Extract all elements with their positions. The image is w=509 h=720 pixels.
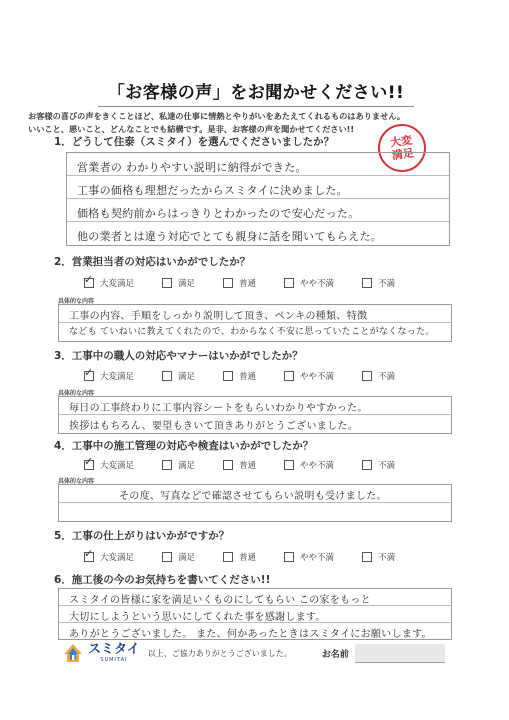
answer-1-line-3: 価格も契約前からはっきりとわかったので安心だった。 xyxy=(77,207,360,220)
checkbox[interactable] xyxy=(162,552,172,562)
answer-2-line-1: 工事の内容、手順をしっかり説明して頂き、ペンキの種類、特徴 xyxy=(69,311,368,322)
checkbox-checked[interactable] xyxy=(84,552,94,562)
answer-6-line-3: ありがとうございました。 また、何かあったときはスミタイにお願いします。 xyxy=(69,629,432,640)
checkbox[interactable] xyxy=(223,552,233,562)
sumitai-logo xyxy=(62,642,140,664)
question-1: 1．どうして住泰（スミタイ）を選んでくださいましたか？ xyxy=(54,136,335,148)
rating-option[interactable]: ✓ 大変満足 xyxy=(84,458,134,472)
answer-4-line-1: その度、写真などで確認させてもらい説明も受けました。 xyxy=(119,491,387,502)
answer-3-line-2: 挨拶はもちろん、要望もきいて頂きありがとうございました。 xyxy=(69,421,358,432)
rating-option[interactable]: 満足 xyxy=(162,458,195,472)
rating-option[interactable]: 普通 xyxy=(223,458,256,472)
checkbox[interactable] xyxy=(284,552,294,562)
detail-label-4: 具体的な内容 xyxy=(58,478,95,485)
detail-label-3: 具体的な内容 xyxy=(58,390,95,397)
logo-wordmark: スミタイ xyxy=(88,642,140,657)
house-logo-icon xyxy=(62,642,84,664)
rating-option[interactable]: 不満 xyxy=(362,276,395,290)
ratings-3 xyxy=(84,369,464,383)
rating-option[interactable]: 満足 xyxy=(162,276,195,290)
ratings-2 xyxy=(84,276,464,290)
checkbox[interactable] xyxy=(223,460,233,470)
rating-option[interactable]: 不満 xyxy=(362,458,395,472)
checkbox[interactable] xyxy=(223,278,233,288)
answer-box-3 xyxy=(58,396,452,434)
checkbox-checked[interactable] xyxy=(84,371,94,381)
question-4: 4．工事中の施工管理の対応や検査はいかがでしたか？ xyxy=(54,440,314,452)
question-2: 2．営業担当者の対応はいかがでしたか？ xyxy=(54,256,251,268)
rating-option[interactable]: 不満 xyxy=(362,550,395,564)
rating-option[interactable]: 満足 xyxy=(162,550,195,564)
logo-subtext: SUMITAI xyxy=(100,657,128,663)
answer-3-line-1: 毎日の工事終わりに工事内容シートをもらいわかりやすかった。 xyxy=(69,403,368,414)
rating-option[interactable]: 普通 xyxy=(223,550,256,564)
rating-option[interactable]: やや不満 xyxy=(284,550,334,564)
checkbox[interactable] xyxy=(362,460,372,470)
ratings-5 xyxy=(84,550,464,564)
rating-option[interactable]: やや不満 xyxy=(284,276,334,290)
answer-box-1 xyxy=(66,152,450,246)
question-3: 3．工事中の職人の対応やマナーはいかがでしたか？ xyxy=(54,350,303,362)
rating-option[interactable]: やや不満 xyxy=(284,458,334,472)
intro-line-2: いいこと、悪いこと、どんなことでも結構です。是非、お客様の声を聞かせてください!! xyxy=(28,124,355,134)
checkbox[interactable] xyxy=(223,371,233,381)
answer-1-line-2: 工事の価格も理想だったからスミタイに決めました。 xyxy=(77,184,348,197)
answer-6-line-1: スミタイの皆様に家を満足いくものにしてもらい この家をもっと xyxy=(69,595,371,606)
rating-option[interactable]: ✓ 大変満足 xyxy=(84,369,134,383)
footer-thanks: 以上、ご協力ありがとうございました。 xyxy=(147,648,292,658)
checkbox[interactable] xyxy=(284,371,294,381)
answer-6-line-2: 大切にしようという思いにしてくれた事を感謝します。 xyxy=(69,612,326,623)
answer-box-2 xyxy=(58,304,452,342)
stamp-line-1: 大変 xyxy=(389,133,413,150)
checkbox[interactable] xyxy=(362,371,372,381)
checkbox[interactable] xyxy=(284,460,294,470)
answer-1-line-4: 他の業者とは違う対応でとても親身に話を聞いてもらえた。 xyxy=(77,230,383,243)
checkbox[interactable] xyxy=(284,278,294,288)
checkbox[interactable] xyxy=(162,371,172,381)
checkbox[interactable] xyxy=(162,460,172,470)
rating-option[interactable]: やや不満 xyxy=(284,369,334,383)
rating-option[interactable]: 不満 xyxy=(362,369,395,383)
checkbox[interactable] xyxy=(362,552,372,562)
rating-option[interactable]: 満足 xyxy=(162,369,195,383)
page-title: 「お客様の声」をお聞かせください!! xyxy=(98,74,415,107)
checkbox-checked[interactable] xyxy=(84,278,94,288)
answer-box-6 xyxy=(58,588,452,640)
footer xyxy=(62,640,462,666)
answer-box-4 xyxy=(58,484,452,522)
rating-option[interactable]: 普通 xyxy=(223,276,256,290)
title-bar xyxy=(22,74,490,108)
checkbox-checked[interactable] xyxy=(84,460,94,470)
intro-line-1: お客様の喜びの声をきくことほど、私達の仕事に情熱とやりがいをあたえてくれるものはありません。 xyxy=(28,111,406,121)
survey-sheet xyxy=(22,14,490,704)
detail-label-2: 具体的な内容 xyxy=(58,298,95,305)
question-5: 5．工事の仕上がりはいかがですか？ xyxy=(54,530,230,542)
stamp-line-2: 満足 xyxy=(391,146,415,163)
question-6: 6．施工後の今のお気持ちを書いてください!! xyxy=(54,574,271,586)
ratings-4 xyxy=(84,458,464,472)
rating-option[interactable]: 普通 xyxy=(223,369,256,383)
answer-2-line-2: なども ていねいに教えてくれたので、わからなく不安に思っていたことがなくなった。 xyxy=(69,327,435,337)
answer-1-line-1: 営業者の わかりやすい説明に納得ができた。 xyxy=(77,161,307,174)
checkbox[interactable] xyxy=(362,278,372,288)
rating-option[interactable]: ✓ 大変満足 xyxy=(84,276,134,290)
checkbox[interactable] xyxy=(162,278,172,288)
name-label: お名前 xyxy=(321,649,349,660)
name-field[interactable] xyxy=(355,644,445,663)
rating-option[interactable]: ✓ 大変満足 xyxy=(84,550,134,564)
